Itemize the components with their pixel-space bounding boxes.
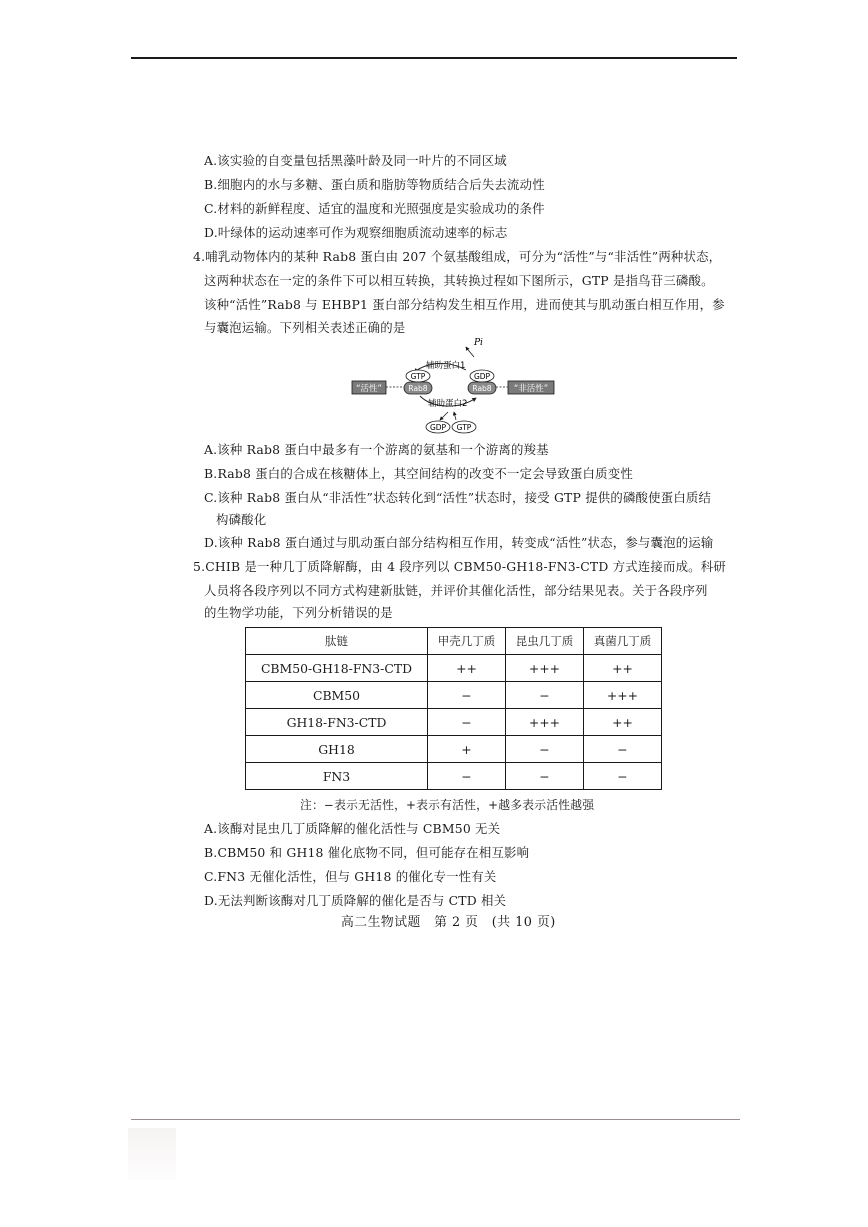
header-rule <box>131 57 737 59</box>
gtp-in-arrow <box>454 412 456 420</box>
helper-protein-1-label: 辅助蛋白1 <box>426 361 466 371</box>
table-cell: +++ <box>584 682 662 709</box>
table-cell: GH18 <box>246 736 428 763</box>
pi-label: Pi <box>474 338 483 348</box>
table-cell: CBM50 <box>246 682 428 709</box>
q3-option-d: D.叶绿体的运动速率可作为观察细胞质流动速率的标志 <box>204 225 508 240</box>
bottom-rule <box>131 1119 740 1120</box>
table-row <box>246 736 662 763</box>
table-cell: +++ <box>506 655 584 682</box>
q5-option-b: B.CBM50 和 GH18 催化底物不同，但可能存在相互影响 <box>204 845 530 860</box>
q5-stem-line-2: 人员将各段序列以不同方式构建新肽链，并评价其催化活性，部分结果见表。关于各段序列 <box>204 583 708 598</box>
gtp-label-left: GTP <box>410 372 426 381</box>
rab8-active-label: Rab8 <box>408 384 428 393</box>
q4-option-d: D.该种 Rab8 蛋白通过与肌动蛋白部分结构相互作用，转变成“活性”状态，参与囊泡的运输 <box>204 535 714 550</box>
rab8-inactive-label: Rab8 <box>472 384 492 393</box>
active-state-label: “活性” <box>356 384 382 394</box>
q4-stem-line-1: 4.哺乳动物体内的某种 Rab8 蛋白由 207 个氨基酸组成，可分为“活性”与“非活性”两种状态， <box>193 249 722 264</box>
gdp-label-bottom: GDP <box>429 423 447 432</box>
q4-stem-line-4: 与囊泡运输。下列相关表述正确的是 <box>204 320 406 335</box>
table-cell: CBM50-GH18-FN3-CTD <box>246 655 428 682</box>
q5-stem-line-3: 的生物学功能，下列分析错误的是 <box>204 605 393 620</box>
q3-option-b: B.细胞内的水与多糖、蛋白质和脂肪等物质结合后失去流动性 <box>204 177 545 192</box>
helper-protein-2-label: 辅助蛋白2 <box>428 399 468 409</box>
q4-stem-line-2: 这两种状态在一定的条件下可以相互转换，其转换过程如下图所示，GTP 是指鸟苷三磷酸。 <box>204 273 714 288</box>
table-row <box>246 763 662 790</box>
table-header-row <box>246 628 662 655</box>
table-cell: + <box>428 736 506 763</box>
scan-smudge <box>128 1128 176 1180</box>
table-cell: − <box>428 682 506 709</box>
table-cell: FN3 <box>246 763 428 790</box>
table-cell: − <box>584 736 662 763</box>
table-note: 注：−表示无活性，+表示有活性，+越多表示活性越强 <box>300 798 595 812</box>
q5-stem-line-1: 5.CHIB 是一种几丁质降解酶，由 4 段序列以 CBM50-GH18-FN3-CTD 方式连接而成。科研 <box>193 559 726 574</box>
gdp-label-right: GDP <box>473 372 491 381</box>
table-row <box>246 709 662 736</box>
gdp-out-arrow <box>440 412 448 420</box>
q4-option-c: C.该种 Rab8 蛋白从“非活性”状态转化到“活性”状态时，接受 GTP 提供的磷酸使蛋白质结 <box>204 490 712 505</box>
table-cell: − <box>506 763 584 790</box>
table-cell: +++ <box>506 709 584 736</box>
table-row <box>246 655 662 682</box>
table-cell: − <box>584 763 662 790</box>
q3-option-c: C.材料的新鲜程度、适宜的温度和光照强度是实验成功的条件 <box>204 201 545 216</box>
q5-option-a: A.该酶对昆虫几丁质降解的催化活性与 CBM50 无关 <box>204 821 501 836</box>
q4-stem-line-3: 该种“活性”Rab8 与 EHBP1 蛋白部分结构发生相互作用，进而使其与肌动蛋白相互作用，参 <box>204 297 725 312</box>
table-header-cell: 肽链 <box>246 628 428 655</box>
table-cell: ++ <box>584 709 662 736</box>
table-cell: − <box>428 763 506 790</box>
table-cell: − <box>506 736 584 763</box>
table-cell: − <box>506 682 584 709</box>
q5-option-c: C.FN3 无催化活性，但与 GH18 的催化专一性有关 <box>204 869 497 884</box>
table-cell: GH18-FN3-CTD <box>246 709 428 736</box>
q5-option-d: D.无法判断该酶对几丁质降解的催化是否与 CTD 相关 <box>204 893 507 908</box>
rab8-cycle-diagram <box>348 332 560 436</box>
page-footer: 高二生物试题 第 2 页 (共 10 页) <box>341 915 556 930</box>
gtp-label-bottom: GTP <box>456 423 472 432</box>
table-cell: ++ <box>428 655 506 682</box>
q4-option-b: B.Rab8 蛋白的合成在核糖体上，其空间结构的改变不一定会导致蛋白质变性 <box>204 466 633 481</box>
table-header-cell: 昆虫几丁质 <box>506 628 584 655</box>
q4-option-a: A.该种 Rab8 蛋白中最多有一个游离的氨基和一个游离的羧基 <box>204 442 549 457</box>
table-cell: − <box>428 709 506 736</box>
q3-option-a: A.该实验的自变量包括黑藻叶龄及同一叶片的不同区域 <box>204 153 507 168</box>
activity-table <box>245 627 662 790</box>
table-cell: ++ <box>584 655 662 682</box>
q4-option-c-cont: 构磷酸化 <box>216 512 267 527</box>
table-header-cell: 真菌几丁质 <box>584 628 662 655</box>
table-header-cell: 甲壳几丁质 <box>428 628 506 655</box>
pi-release-arrow <box>466 347 474 357</box>
inactive-state-label: “非活性” <box>513 384 549 394</box>
table-row <box>246 682 662 709</box>
